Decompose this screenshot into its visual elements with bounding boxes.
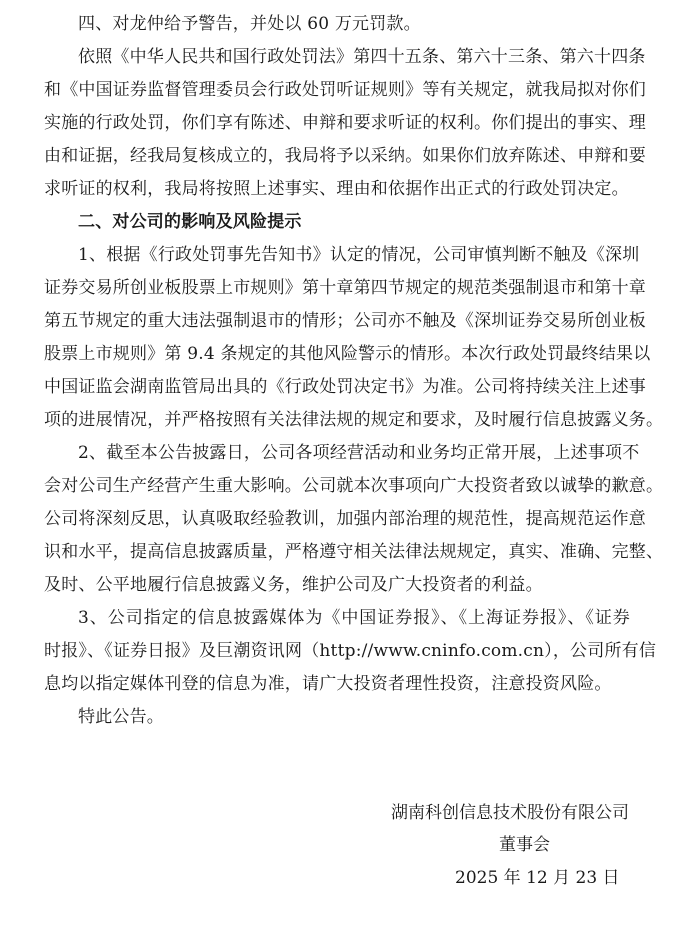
paragraph-line: 息均以指定媒体刊登的信息为准，请广大投资者理性投资，注意投资风险。 bbox=[44, 674, 612, 694]
paragraph-line: 依照《中华人民共和国行政处罚法》第四十五条、第六十三条、第六十四条 bbox=[78, 47, 646, 67]
section-heading: 二、对公司的影响及风险提示 bbox=[78, 212, 302, 232]
paragraph-line: 证券交易所创业板股票上市规则》第十章第四节规定的规范类强制退市和第十章 bbox=[44, 278, 646, 298]
penalty-item-4: 四、对龙仲给予警告，并处以 60 万元罚款。 bbox=[78, 14, 421, 34]
paragraph-line: 2、截至本公告披露日，公司各项经营活动和业务均正常开展，上述事项不 bbox=[78, 443, 640, 463]
paragraph-line: 股票上市规则》第 9.4 条规定的其他风险警示的情形。本次行政处罚最终结果以 bbox=[44, 344, 651, 364]
document-body bbox=[44, 8, 664, 734]
paragraph-line: 公司将深刻反思，认真吸取经验教训，加强内部治理的规范性，提高规范运作意 bbox=[44, 509, 646, 529]
paragraph-line: 和《中国证券监督管理委员会行政处罚听证规则》等有关规定，就我局拟对你们 bbox=[44, 80, 646, 100]
paragraph-line: 及时、公平地履行信息披露义务，维护公司及广大投资者的利益。 bbox=[44, 575, 543, 595]
paragraph-line: 第五节规定的重大违法强制退市的情形；公司亦不触及《深圳证券交易所创业板 bbox=[44, 311, 646, 331]
paragraph-line: 3、公司指定的信息披露媒体为《中国证券报》、《上海证券报》、《证券 bbox=[78, 608, 630, 628]
paragraph-line: 项的进展情况，并严格按照有关法律法规的规定和要求，及时履行信息披露义务。 bbox=[44, 410, 664, 430]
paragraph-line: 会对公司生产经营产生重大影响。公司就本次事项向广大投资者致以诚挚的歉意。 bbox=[44, 476, 664, 496]
signature-date: 2025 年 12 月 23 日 bbox=[455, 868, 620, 888]
paragraph-line: 由和证据，经我局复核成立的，我局将予以采纳。如果你们放弃陈述、申辩和要 bbox=[44, 146, 646, 166]
paragraph-line: 中国证监会湖南监管局出具的《行政处罚决定书》为准。公司将持续关注上述事 bbox=[44, 377, 646, 397]
closing-statement: 特此公告。 bbox=[78, 707, 164, 727]
paragraph-line: 1、根据《行政处罚事先告知书》认定的情况，公司审慎判断不触及《深圳 bbox=[78, 245, 640, 265]
paragraph-line: 实施的行政处罚，你们享有陈述、申辩和要求听证的权利。你们提出的事实、理 bbox=[44, 113, 646, 133]
signature-board: 董事会 bbox=[499, 835, 550, 855]
paragraph-line: 识和水平，提高信息披露质量，严格遵守相关法律法规规定，真实、准确、完整、 bbox=[44, 542, 664, 562]
paragraph-line: 时报》、《证券日报》及巨潮资讯网（http://www.cninfo.com.cn），公司所有信 bbox=[44, 641, 657, 661]
signature-company: 湖南科创信息技术股份有限公司 bbox=[391, 803, 629, 823]
paragraph-line: 求听证的权利，我局将按照上述事实、理由和依据作出正式的行政处罚决定。 bbox=[44, 179, 629, 199]
